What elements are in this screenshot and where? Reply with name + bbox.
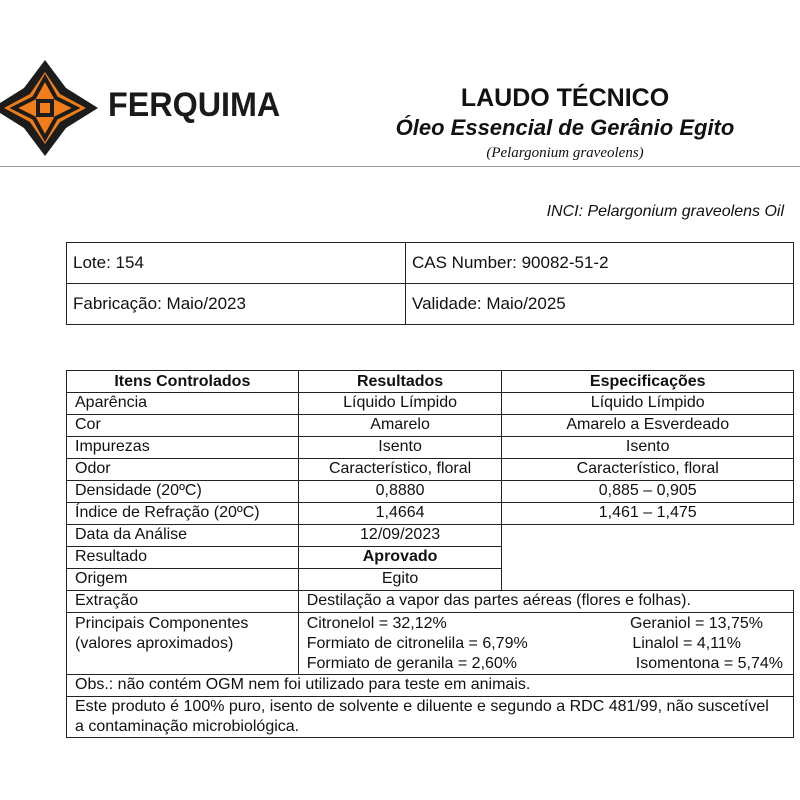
fabricacao-cell: Fabricação: Maio/2023: [67, 284, 406, 325]
extraction-cell: Destilação a vapor das partes aéreas (flores e folhas).: [298, 591, 793, 613]
item-cell: Índice de Refração (20ºC): [67, 503, 299, 525]
item-cell: Origem: [67, 569, 299, 591]
component-line: [307, 654, 785, 674]
component-item: Formiato de geranila = 2,60%: [306, 655, 518, 672]
ferquima-star-logo-icon: [0, 58, 100, 158]
table-row: [67, 675, 794, 697]
column-header: Resultados: [298, 371, 502, 393]
table-row: [67, 525, 794, 547]
result-cell: Isento: [298, 437, 502, 459]
table-row: [67, 591, 794, 613]
product-name: Óleo Essencial de Gerânio Egito: [395, 115, 735, 140]
item-cell: Extração: [67, 591, 299, 613]
components-label-cell: [67, 613, 299, 675]
components-note: (valores aproximados): [75, 635, 234, 652]
table-row: [67, 437, 794, 459]
table-row: [67, 547, 794, 569]
table-row: [67, 569, 794, 591]
validade-cell: Validade: Maio/2025: [406, 284, 794, 325]
item-cell: Resultado: [67, 547, 299, 569]
component-item: Geraniol = 13,75%: [630, 615, 763, 632]
component-item: Citronelol = 32,12%: [306, 615, 447, 632]
column-header: Itens Controlados: [67, 371, 299, 393]
origin-cell: Egito: [298, 569, 502, 591]
document-title: LAUDO TÉCNICO: [460, 84, 670, 112]
spec-cell: 1,461 – 1,475: [502, 503, 794, 525]
item-cell: Data da Análise: [67, 525, 299, 547]
lote-cell: Lote: 154: [67, 243, 406, 284]
header-divider: [0, 166, 800, 167]
item-cell: Impurezas: [67, 437, 299, 459]
obs-cell: Obs.: não contém OGM nem foi utilizado para teste em animais.: [67, 675, 794, 697]
table-row: [67, 697, 794, 738]
item-cell: Densidade (20ºC): [67, 481, 299, 503]
spec-cell: Líquido Límpido: [502, 393, 794, 415]
spec-cell: Isento: [502, 437, 794, 459]
components-cell: [298, 613, 793, 675]
result-cell: Característico, floral: [298, 459, 502, 481]
table-row: [67, 415, 794, 437]
spec-cell: Característico, floral: [502, 459, 794, 481]
components-label: Principais Componentes: [75, 615, 249, 632]
component-item: Isomentona = 5,74%: [635, 655, 783, 672]
analysis-table: [66, 370, 794, 738]
table-row: [67, 481, 794, 503]
table-header-row: [67, 371, 794, 393]
result-cell: 1,4664: [298, 503, 502, 525]
result-cell: Líquido Límpido: [298, 393, 502, 415]
lot-info-table: [66, 242, 794, 325]
table-row: [67, 393, 794, 415]
component-item: Formiato de citronelila = 6,79%: [306, 635, 528, 652]
column-header: Especificações: [502, 371, 794, 393]
component-line: [307, 634, 785, 654]
analysis-date-cell: 12/09/2023: [298, 525, 502, 547]
approval-result-cell: Aprovado: [298, 547, 502, 569]
item-cell: Aparência: [67, 393, 299, 415]
spec-cell: 0,885 – 0,905: [502, 481, 794, 503]
item-cell: Odor: [67, 459, 299, 481]
brand-name: FERQUIMA: [108, 86, 281, 124]
species-name: (Pelargonium graveolens): [486, 145, 644, 161]
table-row: [67, 459, 794, 481]
spec-cell: Amarelo a Esverdeado: [502, 415, 794, 437]
component-item: Linalol = 4,11%: [632, 635, 741, 652]
table-row: [67, 503, 794, 525]
table-row: [67, 613, 794, 675]
component-line: [307, 614, 785, 634]
result-cell: 0,8880: [298, 481, 502, 503]
item-cell: Cor: [67, 415, 299, 437]
inci-name: INCI: Pelargonium graveolens Oil: [546, 203, 784, 220]
cas-cell: CAS Number: 90082-51-2: [406, 243, 794, 284]
purity-note-cell: Este produto é 100% puro, isento de solvente e diluente e segundo a RDC 481/99, não suscetível a contaminação microbiológica.: [67, 697, 794, 738]
result-cell: Amarelo: [298, 415, 502, 437]
